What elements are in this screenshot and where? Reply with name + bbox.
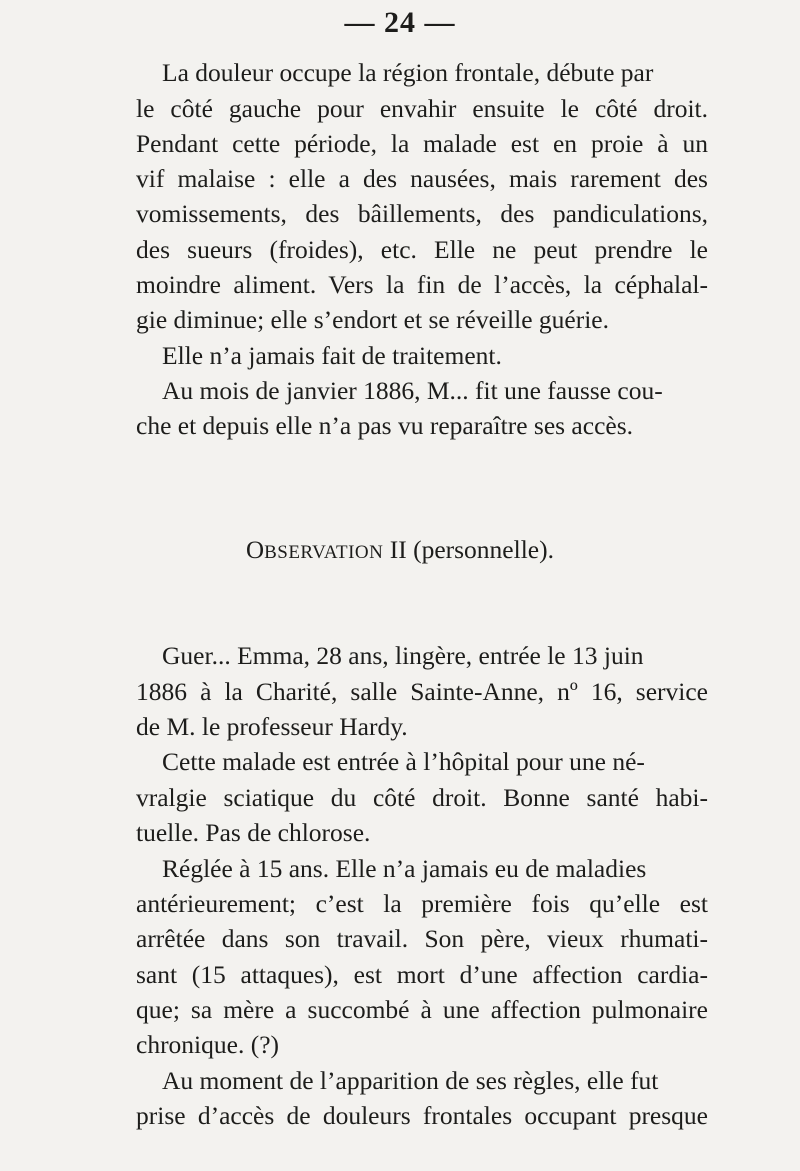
text-line: che et depuis elle n’a pas vu reparaître ses accès.: [136, 411, 634, 440]
text-line: tuelle. Pas de chlorose.: [136, 818, 371, 847]
text-line: des sueurs (froides), etc. Elle ne peut prendre le: [136, 235, 708, 264]
text-line: Cette malade est entrée à l’hôpital pour une né-: [162, 747, 645, 776]
text-line: vomissements, des bâillements, des pandiculations,: [136, 199, 708, 228]
heading-tail: II (personnelle).: [383, 535, 554, 564]
text-line: sant (15 attaques), est mort d’une affection cardia-: [136, 960, 708, 989]
text-line: Réglée à 15 ans. Elle n’a jamais eu de maladies: [162, 854, 647, 883]
text-line: Pendant cette période, la malade est en proie à un: [136, 129, 708, 158]
heading-initial: O: [246, 537, 265, 564]
text-line: prise d’accès de douleurs frontales occupant presque: [136, 1101, 708, 1130]
text-line: que; sa mère a succombé à une affection pulmonaire: [136, 995, 708, 1024]
text-line: vif malaise : elle a des nausées, mais rarement des: [136, 164, 708, 193]
text-line: le côté gauche pour envahir ensuite le côté droit.: [136, 94, 708, 123]
text-line: chronique. (?): [136, 1030, 280, 1059]
text-line: Elle n’a jamais fait de traitement.: [162, 341, 502, 370]
text-line: antérieurement; c’est la première fois qu’elle est: [136, 889, 708, 918]
text-line: gie diminue; elle s’endort et se réveille guérie.: [136, 305, 609, 334]
text-line: La douleur occupe la région frontale, débute par: [162, 58, 654, 87]
observation-heading: [0, 534, 800, 569]
text-line: Au moment de l’apparition de ses règles, elle fut: [162, 1066, 659, 1095]
text-line: Guer... Emma, 28 ans, lingère, entrée le 13 juin: [162, 641, 644, 670]
text-line: moindre aliment. Vers la fin de l’accès, la céphalal-: [136, 270, 708, 299]
text-line: 1886 à la Charité, salle Sainte-Anne, nº 16, service: [136, 677, 708, 706]
text-line: vralgie sciatique du côté droit. Bonne santé habi-: [136, 783, 708, 812]
heading-small-caps: BSERVATION: [264, 542, 384, 563]
page-number: — 24 —: [344, 6, 456, 39]
text-line: de M. le professeur Hardy.: [136, 712, 408, 741]
text-line: arrêtée dans son travail. Son père, vieux rhumati-: [136, 924, 708, 953]
text-line: Au mois de janvier 1886, M... fit une fausse cou-: [162, 376, 663, 405]
